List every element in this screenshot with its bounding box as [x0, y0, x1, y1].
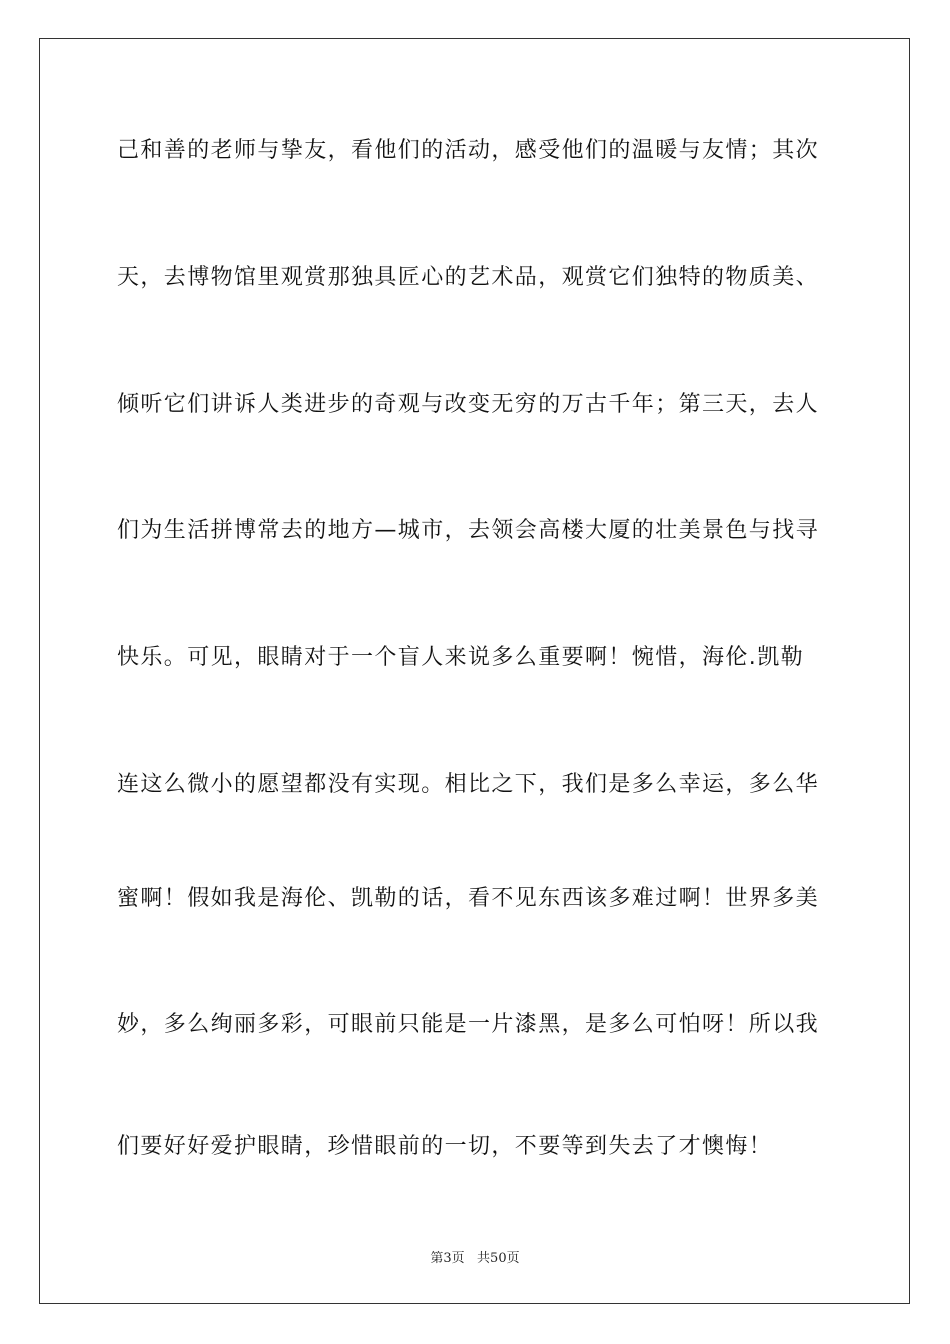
- text-line-9: 们要好好爱护眼睛，珍惜眼前的一切，不要等到失去了才懊悔！: [117, 1134, 773, 1159]
- text-line-8: 妙，多么绚丽多彩，可眼前只能是一片漆黑，是多么可怕呀！所以我: [117, 1012, 820, 1037]
- text-line-7: 蜜啊！假如我是海伦、凯勒的话，看不见东西该多难过啊！世界多美: [117, 886, 820, 911]
- text-line-2: 天，去博物馆里观赏那独具匠心的艺术品，观赏它们独特的物质美、: [117, 265, 820, 290]
- text-line-4: 们为生活拼博常去的地方—城市，去领会高楼大厦的壮美景色与找寻: [117, 518, 820, 543]
- text-line-1: 己和善的老师与挚友，看他们的活动，感受他们的温暖与友情；其次: [117, 138, 820, 163]
- text-line-5: 快乐。可见，眼睛对于一个盲人来说多么重要啊！惋惜，海伦.凯勒: [117, 645, 804, 670]
- page-number-footer: 第3页 共50页: [430, 1251, 520, 1266]
- text-line-3: 倾听它们讲诉人类进步的奇观与改变无穷的万古千年；第三天，去人: [117, 392, 820, 417]
- text-line-6: 连这么微小的愿望都没有实现。相比之下，我们是多么幸运，多么华: [117, 772, 820, 797]
